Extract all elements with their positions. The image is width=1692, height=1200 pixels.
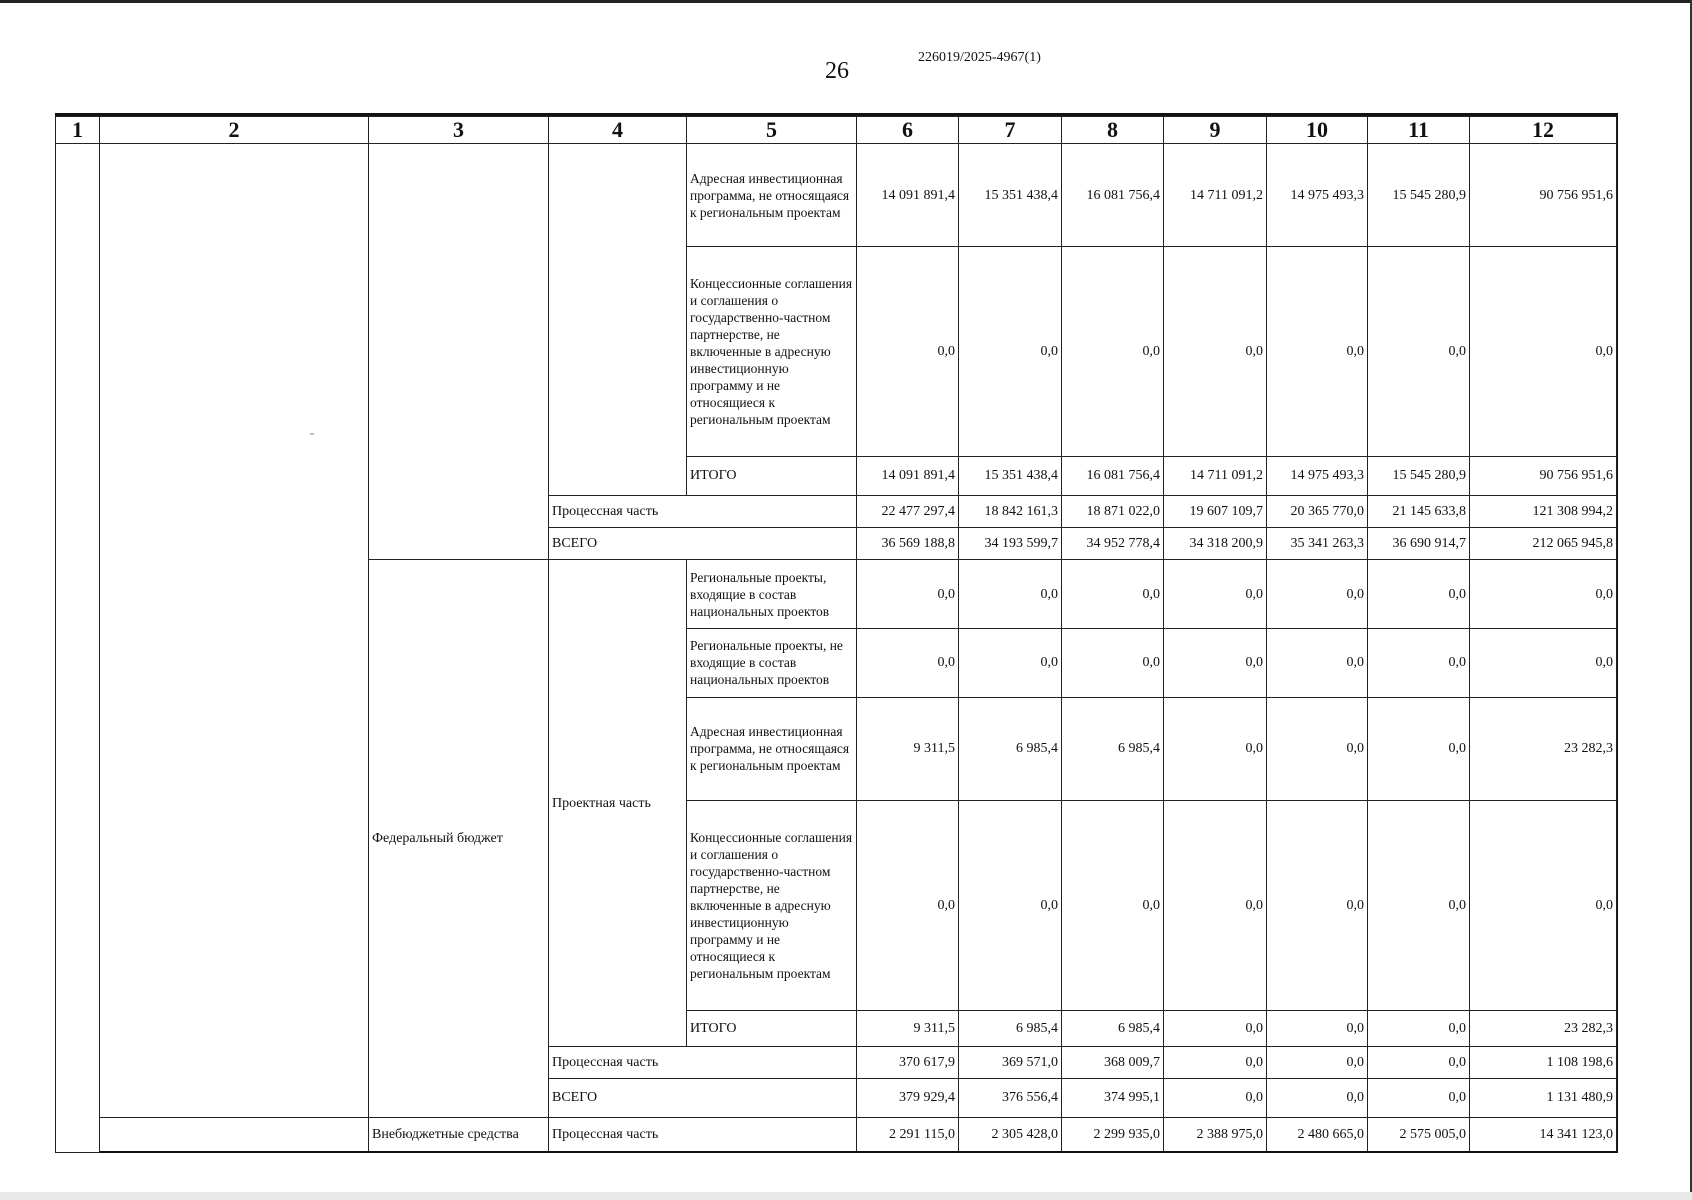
row-description: Процессная часть: [549, 1117, 857, 1152]
value-cell: 0,0: [1368, 697, 1470, 800]
value-cell: 369 571,0: [959, 1046, 1062, 1078]
federal-budget-label: Федеральный бюджет: [369, 560, 549, 1117]
value-cell: 2 299 935,0: [1062, 1117, 1164, 1152]
header-cell: 4: [549, 117, 687, 144]
value-cell: 2 575 005,0: [1368, 1117, 1470, 1152]
value-cell: 15 545 280,9: [1368, 144, 1470, 247]
row-description: ВСЕГО: [549, 527, 857, 559]
value-cell: 0,0: [1470, 247, 1617, 457]
value-cell: 0,0: [1470, 800, 1617, 1010]
row-description: ВСЕГО: [549, 1079, 857, 1117]
value-cell: 0,0: [1164, 1079, 1267, 1117]
value-cell: 0,0: [1164, 697, 1267, 800]
row-description: Региональные проекты, не входящие в состав национальных проектов: [687, 628, 857, 697]
value-cell: 0,0: [959, 800, 1062, 1010]
value-cell: 121 308 994,2: [1470, 495, 1617, 527]
header-cell: 1: [56, 117, 100, 144]
header-cell: 11: [1368, 117, 1470, 144]
value-cell: 23 282,3: [1470, 697, 1617, 800]
value-cell: 0,0: [1267, 1079, 1368, 1117]
value-cell: 35 341 263,3: [1267, 527, 1368, 559]
table-row: [56, 1117, 1617, 1152]
value-cell: 0,0: [1267, 697, 1368, 800]
row-description: Концессионные соглашения и соглашения о государственно-частном партнерстве, не включенные в адресную инвестиционную программу и не относящиеся к региональным проектам: [687, 800, 857, 1010]
value-cell: 15 351 438,4: [959, 457, 1062, 495]
value-cell: 376 556,4: [959, 1079, 1062, 1117]
value-cell: 23 282,3: [1470, 1010, 1617, 1046]
header-cell: 9: [1164, 117, 1267, 144]
value-cell: 0,0: [1164, 1010, 1267, 1046]
value-cell: 0,0: [959, 247, 1062, 457]
value-cell: 18 842 161,3: [959, 495, 1062, 527]
value-cell: 6 985,4: [959, 697, 1062, 800]
row-description: ИТОГО: [687, 457, 857, 495]
value-cell: 0,0: [1368, 560, 1470, 629]
value-cell: 368 009,7: [1062, 1046, 1164, 1078]
extrabudget-label: Внебюджетные средства: [369, 1117, 549, 1152]
value-cell: 9 311,5: [857, 697, 959, 800]
value-cell: 36 569 188,8: [857, 527, 959, 559]
value-cell: 34 952 778,4: [1062, 527, 1164, 559]
value-cell: 0,0: [1470, 560, 1617, 629]
value-cell: 2 305 428,0: [959, 1117, 1062, 1152]
row-description: ИТОГО: [687, 1010, 857, 1046]
value-cell: 34 193 599,7: [959, 527, 1062, 559]
value-cell: 0,0: [857, 628, 959, 697]
value-cell: 15 545 280,9: [1368, 457, 1470, 495]
column-1-cell: [56, 144, 100, 1152]
value-cell: 0,0: [1164, 1046, 1267, 1078]
value-cell: 0,0: [1368, 800, 1470, 1010]
value-cell: 0,0: [1164, 247, 1267, 457]
column-2-cell: [100, 144, 369, 1117]
header-cell: 2: [100, 117, 369, 144]
value-cell: 374 995,1: [1062, 1079, 1164, 1117]
value-cell: 0,0: [1368, 1079, 1470, 1117]
value-cell: 14 091 891,4: [857, 457, 959, 495]
page-bottom-edge: [0, 1192, 1692, 1200]
header-cell: 6: [857, 117, 959, 144]
value-cell: 0,0: [1062, 247, 1164, 457]
value-cell: 0,0: [1267, 560, 1368, 629]
value-cell: 16 081 756,4: [1062, 144, 1164, 247]
value-cell: 2 388 975,0: [1164, 1117, 1267, 1152]
value-cell: 19 607 109,7: [1164, 495, 1267, 527]
value-cell: 14 711 091,2: [1164, 144, 1267, 247]
value-cell: 21 145 633,8: [1368, 495, 1470, 527]
value-cell: 16 081 756,4: [1062, 457, 1164, 495]
value-cell: 370 617,9: [857, 1046, 959, 1078]
value-cell: 14 975 493,3: [1267, 144, 1368, 247]
value-cell: 6 985,4: [1062, 1010, 1164, 1046]
value-cell: 0,0: [1368, 247, 1470, 457]
value-cell: 9 311,5: [857, 1010, 959, 1046]
value-cell: 0,0: [1062, 628, 1164, 697]
column-2-cell: [100, 1117, 369, 1152]
table-row: [56, 144, 1617, 247]
row-description: Адресная инвестиционная программа, не относящаяся к региональным проектам: [687, 697, 857, 800]
value-cell: 14 711 091,2: [1164, 457, 1267, 495]
project-part-label: Проектная часть: [549, 560, 687, 1047]
value-cell: 0,0: [1267, 628, 1368, 697]
value-cell: 0,0: [1164, 560, 1267, 629]
value-cell: 0,0: [1062, 800, 1164, 1010]
value-cell: 0,0: [1062, 560, 1164, 629]
value-cell: 14 341 123,0: [1470, 1117, 1617, 1152]
page-number: 26: [825, 58, 849, 84]
value-cell: 212 065 945,8: [1470, 527, 1617, 559]
value-cell: 0,0: [857, 247, 959, 457]
header-cell: 8: [1062, 117, 1164, 144]
budget-table-frame: [55, 113, 1618, 1153]
value-cell: 0,0: [959, 628, 1062, 697]
header-cell: 7: [959, 117, 1062, 144]
header-cell: 12: [1470, 117, 1617, 144]
value-cell: 0,0: [857, 800, 959, 1010]
row-description: Процессная часть: [549, 1046, 857, 1078]
value-cell: 14 091 891,4: [857, 144, 959, 247]
value-cell: 0,0: [1267, 1010, 1368, 1046]
header-cell: 5: [687, 117, 857, 144]
value-cell: 15 351 438,4: [959, 144, 1062, 247]
document-reference: 226019/2025-4967(1): [918, 50, 1041, 65]
value-cell: 2 480 665,0: [1267, 1117, 1368, 1152]
value-cell: 0,0: [959, 560, 1062, 629]
row-description: Региональные проекты, входящие в состав национальных проектов: [687, 560, 857, 629]
budget-table: [55, 116, 1617, 1153]
column-4-cell: [549, 144, 687, 495]
row-description: Адресная инвестиционная программа, не относящаяся к региональным проектам: [687, 144, 857, 247]
row-description: Процессная часть: [549, 495, 857, 527]
value-cell: 0,0: [1368, 1010, 1470, 1046]
value-cell: 90 756 951,6: [1470, 457, 1617, 495]
value-cell: 0,0: [1267, 247, 1368, 457]
value-cell: 0,0: [1470, 628, 1617, 697]
value-cell: 6 985,4: [1062, 697, 1164, 800]
value-cell: 14 975 493,3: [1267, 457, 1368, 495]
value-cell: 90 756 951,6: [1470, 144, 1617, 247]
value-cell: 0,0: [1164, 800, 1267, 1010]
value-cell: 0,0: [1368, 628, 1470, 697]
column-3-cell: [369, 144, 549, 560]
value-cell: 1 131 480,9: [1470, 1079, 1617, 1117]
value-cell: 0,0: [1368, 1046, 1470, 1078]
header-cell: 3: [369, 117, 549, 144]
value-cell: 36 690 914,7: [1368, 527, 1470, 559]
column-number-header-row: [56, 117, 1617, 144]
row-description: Концессионные соглашения и соглашения о государственно-частном партнерстве, не включенные в адресную инвестиционную программу и не относящиеся к региональным проектам: [687, 247, 857, 457]
value-cell: 0,0: [857, 560, 959, 629]
value-cell: 2 291 115,0: [857, 1117, 959, 1152]
value-cell: 22 477 297,4: [857, 495, 959, 527]
value-cell: 18 871 022,0: [1062, 495, 1164, 527]
value-cell: 6 985,4: [959, 1010, 1062, 1046]
value-cell: 379 929,4: [857, 1079, 959, 1117]
value-cell: 20 365 770,0: [1267, 495, 1368, 527]
header-cell: 10: [1267, 117, 1368, 144]
value-cell: 34 318 200,9: [1164, 527, 1267, 559]
value-cell: 1 108 198,6: [1470, 1046, 1617, 1078]
value-cell: 0,0: [1267, 1046, 1368, 1078]
page-top-border: [0, 0, 1692, 3]
value-cell: 0,0: [1164, 628, 1267, 697]
value-cell: 0,0: [1267, 800, 1368, 1010]
